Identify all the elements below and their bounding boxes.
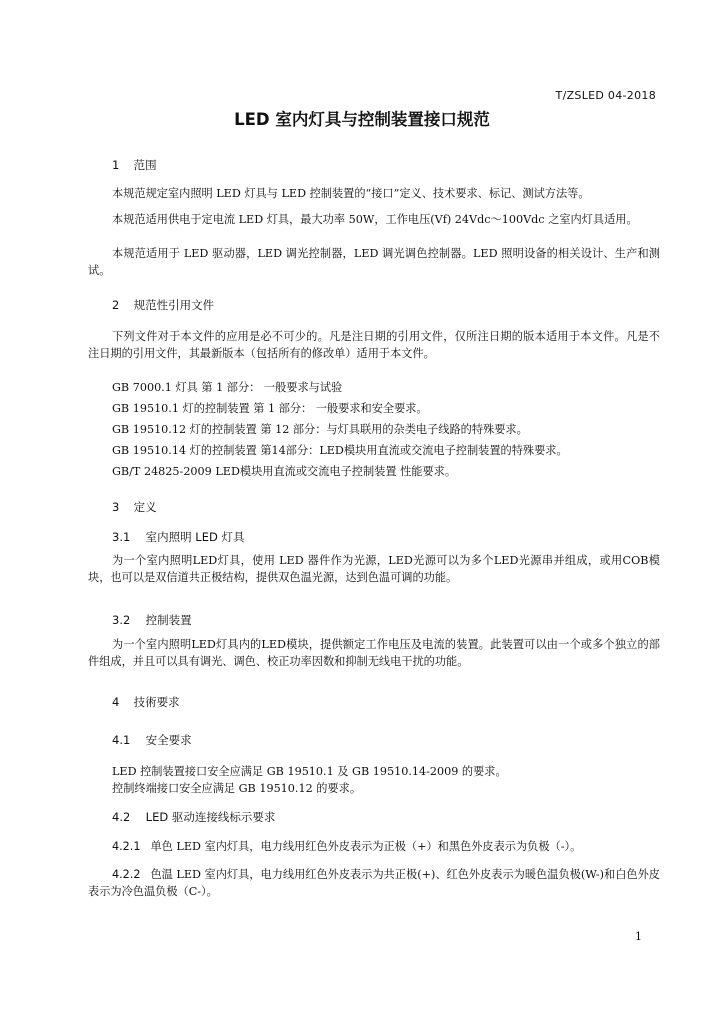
subsection-number: 3.1 <box>112 530 131 544</box>
document-title: LED 室内灯具与控制装置接口规范 <box>234 110 490 129</box>
definition-3-2-text: 为一个室内照明LED灯具内的LED模块，提供额定工作电压及电流的装置。此装置可以由一个或多个独立的部件组成，并且可以具有调光、调色、校正功率因数和抑制无线电干扰的功能。 <box>88 638 660 668</box>
reference-item: GB 7000.1 灯具 第 1 部分： 一般要求与试验 <box>112 381 343 394</box>
page-number: 1 <box>635 930 642 943</box>
scope-paragraph-1: 本规范规定室内照明 LED 灯具与 LED 控制装置的“接口”定义、技术要求、标记、测试方法等。 <box>112 187 590 200</box>
subsection-4-1-heading <box>112 732 192 748</box>
subsection-4-2-heading <box>112 809 275 825</box>
section-number: 4 <box>112 695 120 709</box>
subsection-title: 室内照明 LED 灯具 <box>145 530 245 544</box>
scope-paragraph-2: 本规范适用供电于定电流 LED 灯具，最大功率 50W，工作电压(Vf) 24Vdc～100Vdc 之室内灯具适用。 <box>112 213 638 226</box>
reference-item: GB/T 24825-2009 LED模块用直流或交流电子控制装置 性能要求。 <box>112 465 457 478</box>
references-intro: 下列文件对于本文件的应用是必不可少的。凡是注日期的引用文件，仅所注日期的版本适用于本文件。凡是不注日期的引用文件，其最新版本（包括所有的修改单）适用于本文件。 <box>88 330 660 360</box>
scope-paragraph-3: 本规范适用于 LED 驱动器，LED 调光控制器，LED 调光调色控制器。LED 照明设备的相关设计、生产和测试。 <box>88 247 660 277</box>
item-text: 色温 LED 室内灯具，电力线用红色外皮表示为共正极(+)、红色外皮表示为暖色温负极(W-)和白色外皮表示为冷色温负极（C-）。 <box>88 868 660 898</box>
section-2-heading <box>112 297 214 313</box>
subsection-number: 4.1 <box>112 733 131 747</box>
safety-requirement-line: LED 控制装置接口安全应满足 GB 19510.1 及 GB 19510.14-2009 的要求。 <box>112 765 507 778</box>
section-3-heading <box>112 499 157 515</box>
section-title: 技術要求 <box>133 695 180 709</box>
subsection-3-2-heading <box>112 612 192 628</box>
reference-item: GB 19510.14 灯的控制装置 第14部分：LED模块用直流或交流电子控制装置的特殊要求。 <box>112 444 568 457</box>
reference-item: GB 19510.12 灯的控制装置 第 12 部分：与灯具联用的杂类电子线路的特殊要求。 <box>112 423 528 436</box>
document-number: T/ZSLED 04-2018 <box>555 89 656 102</box>
section-4-heading <box>112 694 180 710</box>
wire-marking-item-4-2-1 <box>88 838 660 855</box>
subsection-number: 4.2 <box>112 810 131 824</box>
safety-requirement-line: 控制终端接口安全应满足 GB 19510.12 的要求。 <box>112 782 362 795</box>
subsection-title: 安全要求 <box>145 733 192 747</box>
section-number: 2 <box>112 298 120 312</box>
subsection-title: 控制装置 <box>145 613 192 627</box>
section-title: 规范性引用文件 <box>133 298 215 312</box>
subsection-3-1-heading <box>112 529 245 545</box>
subsection-number: 3.2 <box>112 613 131 627</box>
subsection-title: LED 驱动连接线标示要求 <box>145 810 276 824</box>
item-number: 4.2.1 <box>112 840 141 853</box>
section-number: 1 <box>112 158 120 172</box>
reference-item: GB 19510.1 灯的控制装置 第 1 部分： 一般要求和安全要求。 <box>112 402 428 415</box>
section-number: 3 <box>112 500 120 514</box>
item-number: 4.2.2 <box>112 868 141 881</box>
wire-marking-item-4-2-2 <box>88 866 660 900</box>
definition-3-1-text: 为一个室内照明LED灯具，使用 LED 器件作为光源，LED光源可以为多个LED光源串并组成，或用COB模块，也可以是双信道共正极结构，提供双色温光源，达到色温可调的功能。 <box>88 554 660 584</box>
section-1-heading <box>112 157 157 173</box>
item-text: 单色 LED 室内灯具，电力线用红色外皮表示为正极（+）和黑色外皮表示为负极（-）。 <box>150 840 582 853</box>
section-title: 定义 <box>133 500 157 514</box>
section-title: 范围 <box>133 158 157 172</box>
